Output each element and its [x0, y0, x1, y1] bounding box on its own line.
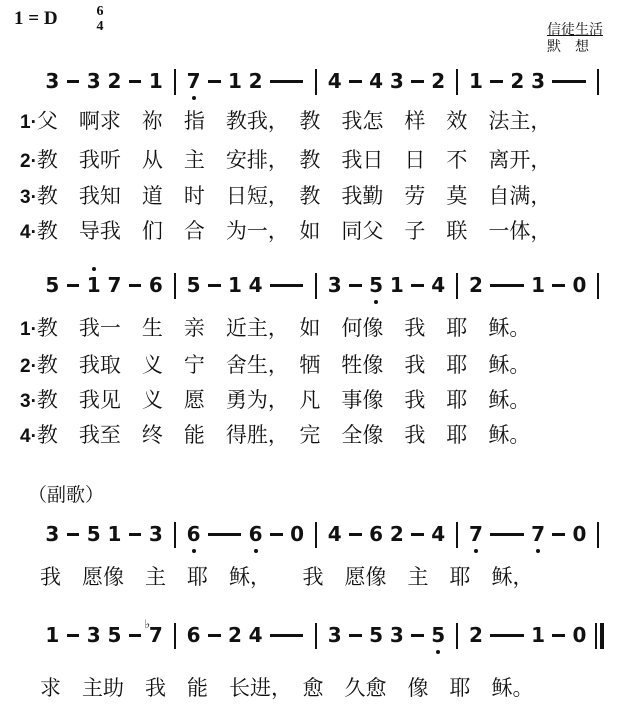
dash-mark — [411, 634, 424, 637]
staff-system-4 — [0, 617, 634, 650]
lyric-text: 教 导我 们 合 为一， 如 同父 子 联 一体， — [36, 219, 552, 243]
note: 5 — [369, 623, 384, 647]
note: 5 — [107, 623, 122, 647]
dash-mark — [411, 284, 424, 287]
key-signature: 1 = D — [14, 8, 58, 29]
dash-mark — [490, 284, 523, 287]
octave-down-dot — [192, 96, 196, 100]
note: 3 — [531, 69, 545, 93]
octave-down-dot — [536, 549, 540, 553]
note: 3 — [86, 69, 101, 93]
verse-number: 4· — [20, 426, 37, 447]
source-credit-line2: 默想 — [547, 39, 603, 55]
dash-mark — [552, 284, 565, 287]
verse-number: 3· — [20, 187, 37, 208]
note: 3 — [86, 623, 101, 647]
source-credit-line1: 信徒生活 — [547, 22, 603, 38]
lyric-line — [40, 562, 534, 592]
staff-system-1 — [0, 66, 634, 96]
note: 7 — [107, 273, 122, 297]
octave-down-dot — [192, 549, 196, 553]
dash-mark — [490, 80, 503, 83]
note: 1 — [531, 623, 545, 647]
note: 1 — [227, 273, 242, 297]
note: 6 — [186, 623, 201, 647]
dash-mark — [552, 634, 565, 637]
lyric-line — [20, 181, 551, 213]
dash-mark — [349, 533, 362, 536]
note: 1 — [531, 273, 545, 297]
note: 0 — [572, 273, 587, 297]
dash-mark — [208, 284, 221, 287]
note: 1 — [227, 69, 242, 93]
lyric-line — [20, 350, 530, 382]
barline — [174, 273, 176, 299]
note: 1 — [86, 273, 101, 297]
note: 6 — [248, 522, 263, 546]
note: 4 — [248, 273, 263, 297]
staff-system-3 — [0, 519, 634, 549]
dash-mark — [349, 80, 362, 83]
dash-mark — [270, 634, 303, 637]
barline — [456, 69, 458, 95]
lyric-text: 教 我一 生 亲 近主， 如 何像 我 耶 稣。 — [36, 316, 531, 340]
note: 1 — [148, 69, 163, 93]
note: 3 — [327, 623, 342, 647]
barline — [456, 522, 458, 548]
barline — [456, 623, 458, 649]
dash-mark — [552, 80, 585, 83]
octave-down-dot — [374, 300, 378, 304]
lyric-line — [20, 216, 551, 248]
dash-mark — [552, 533, 565, 536]
verse-number: 3· — [20, 391, 37, 412]
note: 2 — [510, 69, 525, 93]
dash-mark — [129, 634, 142, 637]
dash-mark — [270, 284, 303, 287]
note: 4 — [248, 623, 263, 647]
note: 0 — [290, 522, 304, 546]
lyric-line — [40, 673, 534, 703]
dash-mark — [129, 80, 142, 83]
barline — [174, 69, 176, 95]
final-barline-thick — [600, 623, 604, 649]
note: 2 — [389, 522, 404, 546]
note: 1 — [107, 522, 122, 546]
note: 1 — [468, 69, 483, 93]
dash-mark — [411, 80, 424, 83]
dash-mark — [349, 634, 362, 637]
note: 4 — [431, 273, 446, 297]
note: 3 — [45, 522, 60, 546]
lyric-text: 教 我至 终 能 得胜， 完 全像 我 耶 稣。 — [36, 423, 531, 447]
note: 5 — [431, 623, 446, 647]
staff-system-2 — [0, 270, 634, 300]
note: 1 — [45, 623, 60, 647]
barline — [597, 69, 599, 95]
dash-mark — [67, 284, 80, 287]
dash-mark — [129, 533, 142, 536]
barline — [315, 69, 317, 95]
lyric-text: 教 我知 道 时 日短， 教 我勤 劳 莫 自满， — [36, 184, 552, 208]
lyric-line — [20, 106, 551, 138]
note: 3 — [327, 273, 342, 297]
source-credit — [547, 22, 603, 56]
note: 3 — [389, 623, 404, 647]
verse-number: 4· — [20, 222, 37, 243]
dash-mark — [129, 284, 142, 287]
note: 7 — [531, 522, 545, 546]
note: 2 — [227, 623, 242, 647]
barline — [597, 273, 599, 299]
dash-mark — [270, 533, 283, 536]
barline — [315, 623, 317, 649]
octave-down-dot — [474, 549, 478, 553]
lyric-line — [20, 313, 530, 345]
lyric-line — [20, 385, 530, 417]
octave-down-dot — [254, 549, 258, 553]
verse-number: 2· — [20, 151, 37, 172]
note: 2 — [248, 69, 263, 93]
lyric-line — [20, 420, 530, 452]
note: 5 — [369, 273, 384, 297]
time-signature-bottom: 4 — [96, 19, 104, 34]
dash-mark — [208, 80, 221, 83]
barline — [315, 273, 317, 299]
note: 6 — [369, 522, 384, 546]
flat-sign: ♭ — [144, 617, 151, 631]
octave-up-dot — [92, 267, 96, 271]
lyric-text: 教 我见 义 愿 勇为， 凡 事像 我 耶 稣。 — [36, 388, 531, 412]
note: 2 — [468, 273, 483, 297]
barline — [174, 522, 176, 548]
dash-mark — [349, 284, 362, 287]
note: 5 — [86, 522, 101, 546]
dash-mark — [208, 634, 221, 637]
note: 4 — [327, 522, 342, 546]
dash-mark — [490, 634, 523, 637]
note: 7 — [186, 69, 201, 93]
note: 4 — [327, 69, 342, 93]
note: 5 — [186, 273, 201, 297]
note: 4 — [369, 69, 384, 93]
dash-mark — [67, 634, 80, 637]
lyric-text: 教 我听 从 主 安排， 教 我日 日 不 离开， — [36, 148, 552, 172]
note: 4 — [431, 522, 446, 546]
note: 6 — [186, 522, 201, 546]
note: 2 — [107, 69, 122, 93]
dash-mark — [67, 80, 80, 83]
note: 1 — [389, 273, 404, 297]
dash-mark — [208, 533, 241, 536]
note: 6 — [148, 273, 163, 297]
note: 2 — [431, 69, 446, 93]
lyric-text: 父 啊求 祢 指 教我， 教 我怎 样 效 法主， — [36, 109, 552, 133]
time-signature-top: 6 — [96, 4, 104, 19]
lyric-text: 我 愿像 主 耶 稣， 我 愿像 主 耶 稣， — [40, 565, 534, 589]
dash-mark — [411, 533, 424, 536]
note: 3 — [389, 69, 404, 93]
lyric-text: 求 主助 我 能 长进， 愈 久愈 像 耶 稣。 — [40, 676, 534, 700]
barline — [174, 623, 176, 649]
note: 7 — [148, 623, 163, 647]
final-barline-thin — [595, 623, 597, 649]
note: 3 — [45, 69, 60, 93]
note: 0 — [572, 623, 587, 647]
octave-down-dot — [436, 650, 440, 654]
time-signature — [90, 4, 110, 34]
note: 2 — [468, 623, 483, 647]
verse-number: 1· — [20, 112, 37, 133]
barline — [315, 522, 317, 548]
verse-number: 2· — [20, 356, 37, 377]
note: 3 — [148, 522, 163, 546]
barline — [597, 522, 599, 548]
refrain-label: （副歌） — [28, 484, 105, 506]
lyric-text: 教 我取 义 宁 舍生， 牺 牲像 我 耶 稣。 — [36, 353, 531, 377]
note: 0 — [572, 522, 587, 546]
dash-mark — [490, 533, 523, 536]
note: 5 — [45, 273, 60, 297]
note: 7 — [468, 522, 483, 546]
barline — [456, 273, 458, 299]
dash-mark — [270, 80, 303, 83]
lyric-line — [20, 145, 551, 177]
verse-number: 1· — [20, 319, 37, 340]
dash-mark — [67, 533, 80, 536]
